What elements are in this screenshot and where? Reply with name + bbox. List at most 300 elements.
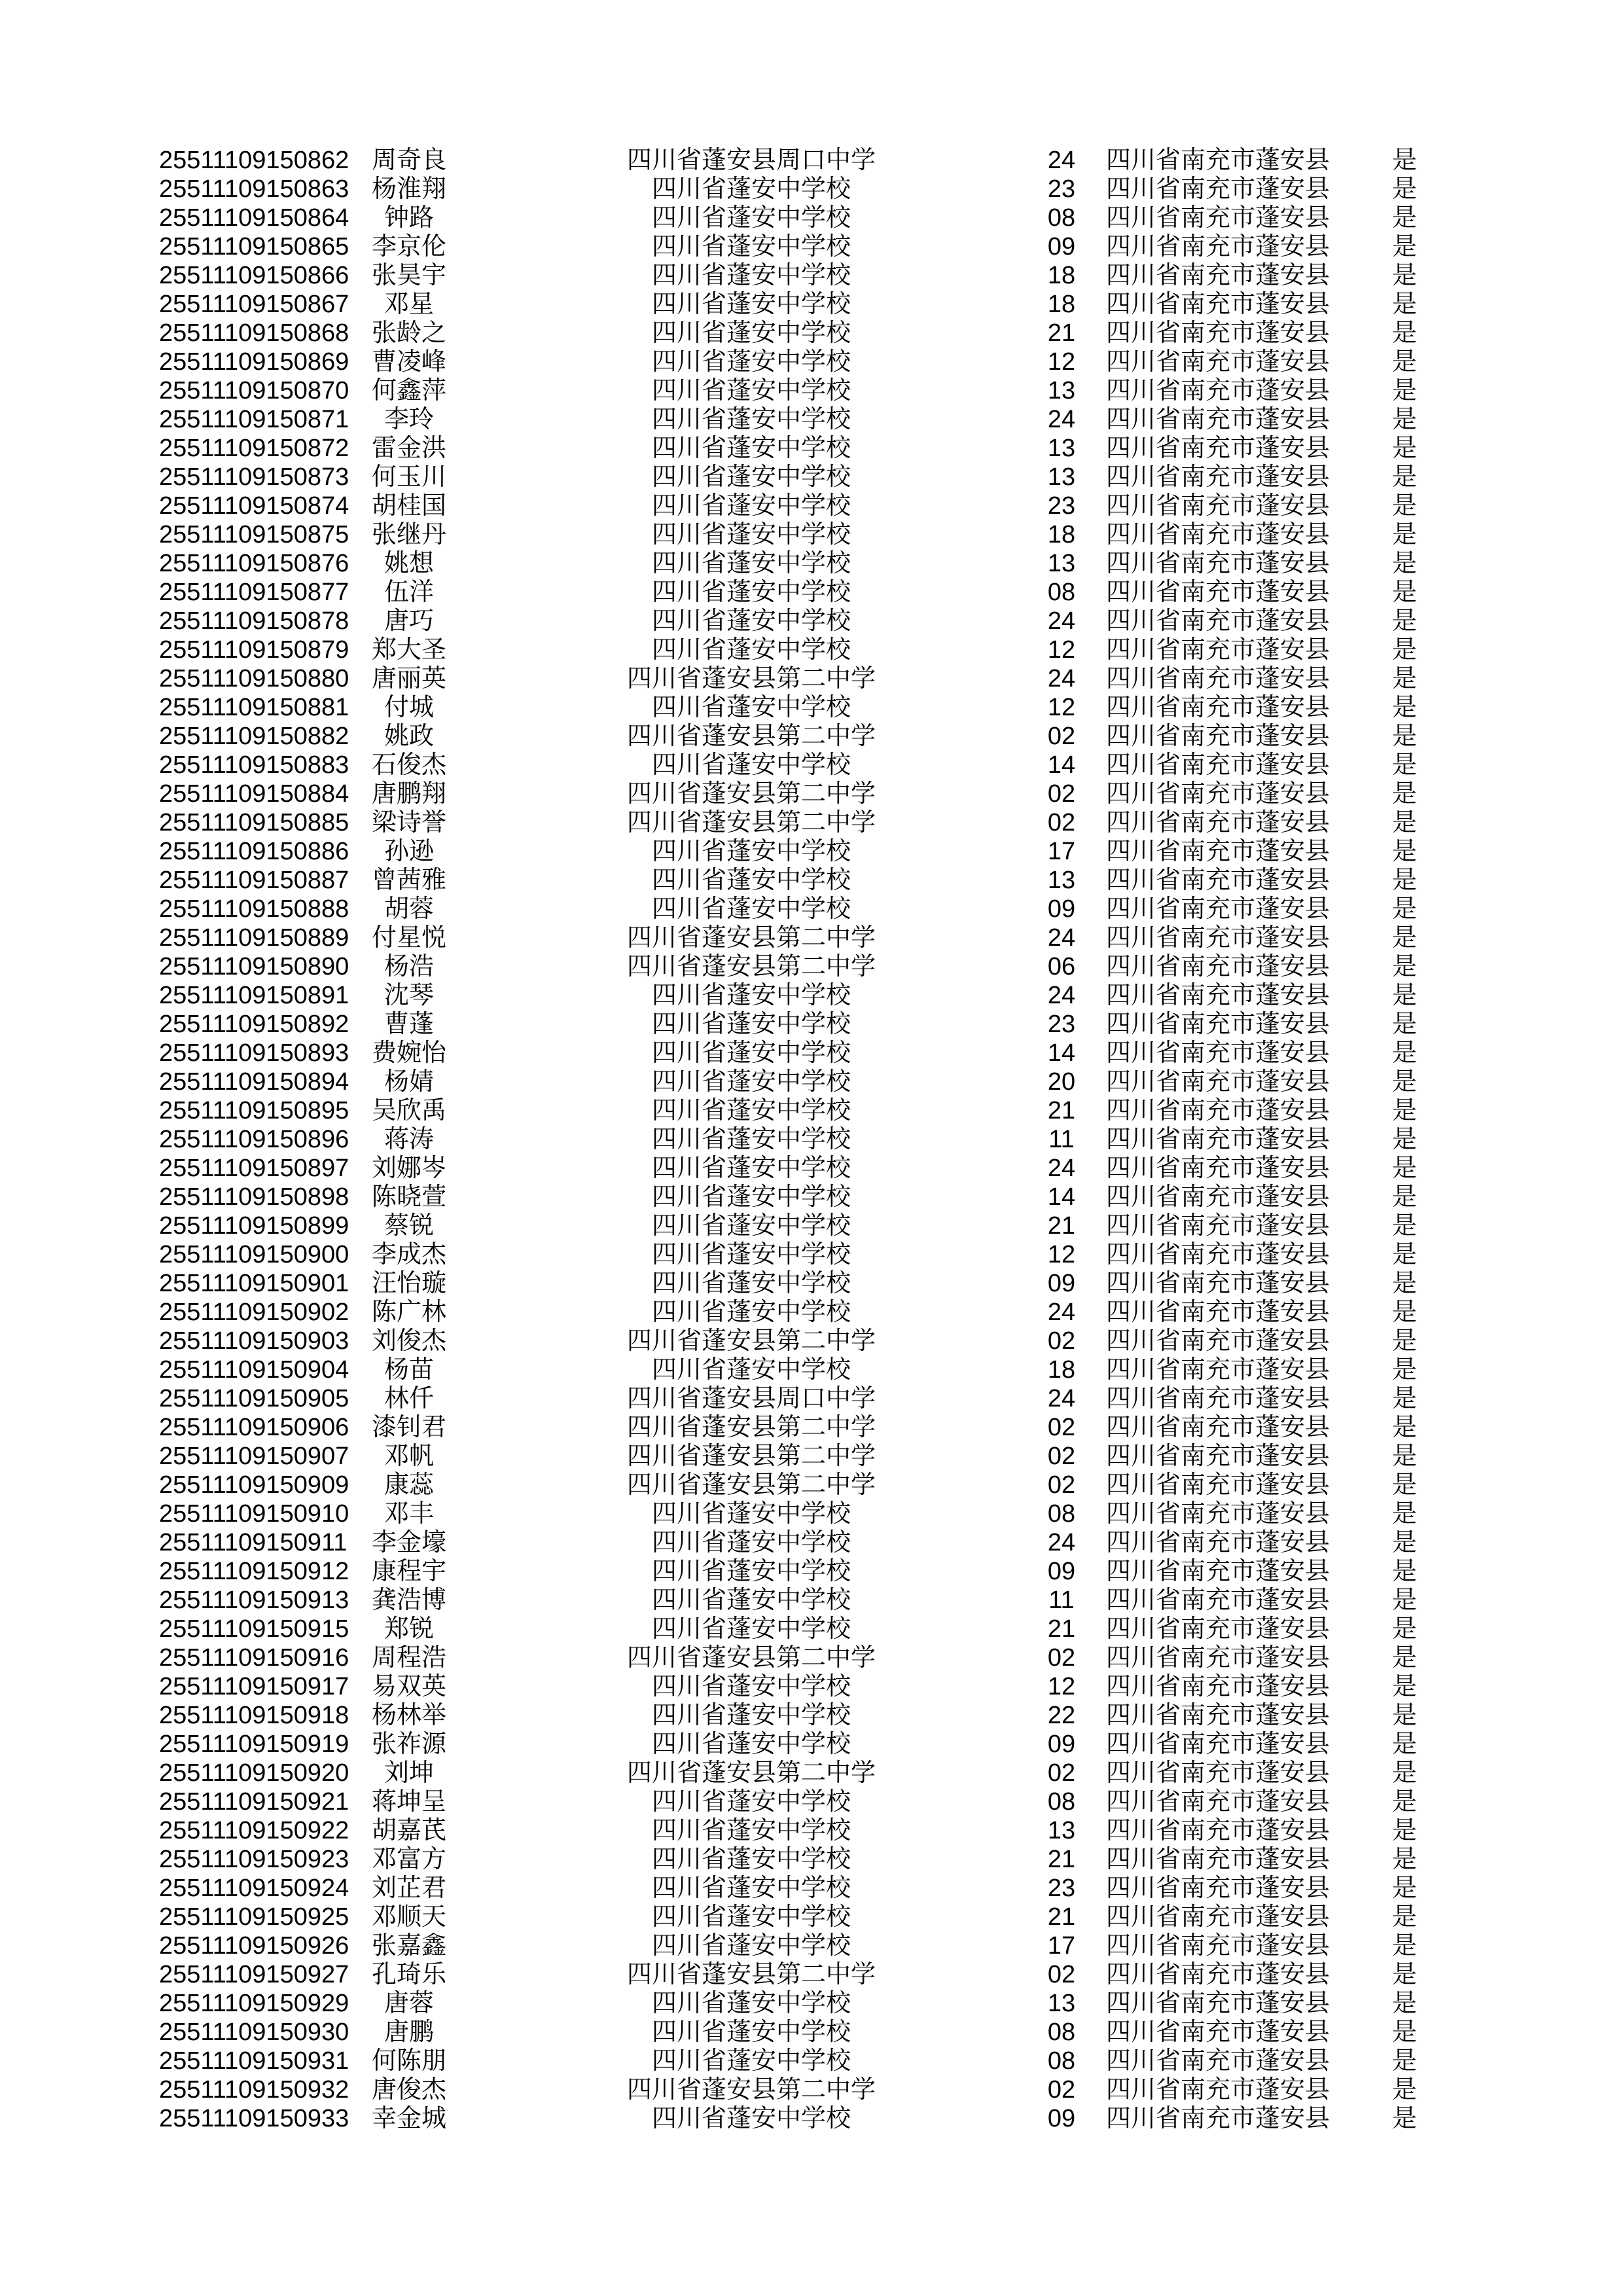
number-cell: 23 <box>1047 1011 1076 1038</box>
district-cell: 四川省南充市蓬安县 <box>1106 1443 1330 1470</box>
district-cell: 四川省南充市蓬安县 <box>1106 435 1330 462</box>
exam-id-cell: 25511109150862 <box>159 147 349 174</box>
confirm-cell: 是 <box>1391 1011 1417 1038</box>
table-row <box>0 2104 1623 2133</box>
school-cell: 四川省蓬安县第二中学 <box>626 924 876 952</box>
district-cell: 四川省南充市蓬安县 <box>1106 348 1330 376</box>
table-row <box>0 434 1623 463</box>
name-cell: 杨林举 <box>371 1702 446 1729</box>
confirm-cell: 是 <box>1391 262 1417 289</box>
district-cell: 四川省南充市蓬安县 <box>1106 636 1330 664</box>
confirm-cell: 是 <box>1391 521 1417 548</box>
school-cell: 四川省蓬安中学校 <box>651 521 851 548</box>
district-cell: 四川省南充市蓬安县 <box>1106 1327 1330 1355</box>
number-cell: 14 <box>1047 1039 1076 1067</box>
number-cell: 02 <box>1047 2076 1076 2104</box>
exam-id-cell: 25511109150923 <box>159 1846 349 1873</box>
number-cell: 09 <box>1047 1558 1076 1585</box>
table-row <box>0 1672 1623 1701</box>
name-cell: 郑锐 <box>383 1615 434 1643</box>
table-row <box>0 1903 1623 1931</box>
table-row <box>0 1442 1623 1471</box>
exam-id-cell: 25511109150872 <box>159 435 349 462</box>
district-cell: 四川省南充市蓬安县 <box>1106 1241 1330 1268</box>
confirm-cell: 是 <box>1391 2047 1417 2075</box>
district-cell: 四川省南充市蓬安县 <box>1106 492 1330 520</box>
confirm-cell: 是 <box>1391 607 1417 635</box>
exam-id-cell: 25511109150895 <box>159 1097 349 1124</box>
confirm-cell: 是 <box>1391 175 1417 203</box>
confirm-cell: 是 <box>1391 1874 1417 1902</box>
confirm-cell: 是 <box>1391 982 1417 1009</box>
name-cell: 曾茜雅 <box>371 867 446 894</box>
name-cell: 邓帆 <box>383 1443 434 1470</box>
number-cell: 08 <box>1047 579 1076 606</box>
exam-id-cell: 25511109150911 <box>159 1529 348 1556</box>
district-cell: 四川省南充市蓬安县 <box>1106 463 1330 491</box>
name-cell: 何鑫萍 <box>371 377 446 404</box>
table-row <box>0 376 1623 405</box>
confirm-cell: 是 <box>1391 579 1417 606</box>
confirm-cell: 是 <box>1391 492 1417 520</box>
number-cell: 02 <box>1047 1759 1076 1787</box>
number-cell: 24 <box>1047 982 1076 1009</box>
school-cell: 四川省蓬安中学校 <box>651 1126 851 1153</box>
confirm-cell: 是 <box>1391 1558 1417 1585</box>
name-cell: 吴欣禹 <box>371 1097 446 1124</box>
table-row <box>0 1730 1623 1759</box>
district-cell: 四川省南充市蓬安县 <box>1106 175 1330 203</box>
confirm-cell: 是 <box>1391 780 1417 808</box>
table-row <box>0 290 1623 319</box>
district-cell: 四川省南充市蓬安县 <box>1106 1155 1330 1182</box>
school-cell: 四川省蓬安中学校 <box>651 867 851 894</box>
number-cell: 21 <box>1047 1846 1076 1873</box>
name-cell: 陈广林 <box>371 1299 446 1326</box>
exam-id-cell: 25511109150880 <box>159 665 349 692</box>
confirm-cell: 是 <box>1391 1414 1417 1441</box>
school-cell: 四川省蓬安中学校 <box>651 1788 851 1816</box>
exam-id-cell: 25511109150890 <box>159 953 349 980</box>
exam-id-cell: 25511109150898 <box>159 1183 349 1211</box>
confirm-cell: 是 <box>1391 1702 1417 1729</box>
district-cell: 四川省南充市蓬安县 <box>1106 895 1330 923</box>
confirm-cell: 是 <box>1391 1644 1417 1672</box>
name-cell: 刘俊杰 <box>371 1327 446 1355</box>
table-row <box>0 895 1623 924</box>
district-cell: 四川省南充市蓬安县 <box>1106 1644 1330 1672</box>
district-cell: 四川省南充市蓬安县 <box>1106 233 1330 260</box>
exam-id-cell: 25511109150870 <box>159 377 349 404</box>
name-cell: 雷金洪 <box>371 435 446 462</box>
number-cell: 14 <box>1047 751 1076 779</box>
confirm-cell: 是 <box>1391 1846 1417 1873</box>
table-row <box>0 1471 1623 1499</box>
school-cell: 四川省蓬安中学校 <box>651 435 851 462</box>
name-cell: 康程宇 <box>371 1558 446 1585</box>
district-cell: 四川省南充市蓬安县 <box>1106 1529 1330 1556</box>
table-row <box>0 664 1623 693</box>
school-cell: 四川省蓬安中学校 <box>651 1615 851 1643</box>
name-cell: 唐巧 <box>383 607 434 635</box>
district-cell: 四川省南充市蓬安县 <box>1106 1414 1330 1441</box>
exam-id-cell: 25511109150925 <box>159 1903 349 1931</box>
name-cell: 刘娜岑 <box>371 1155 446 1182</box>
school-cell: 四川省蓬安中学校 <box>651 1068 851 1096</box>
district-cell: 四川省南充市蓬安县 <box>1106 1903 1330 1931</box>
district-cell: 四川省南充市蓬安县 <box>1106 751 1330 779</box>
name-cell: 李玲 <box>383 406 434 433</box>
school-cell: 四川省蓬安县第二中学 <box>626 1327 876 1355</box>
confirm-cell: 是 <box>1391 723 1417 750</box>
table-row <box>0 751 1623 780</box>
school-cell: 四川省蓬安县第二中学 <box>626 1414 876 1441</box>
exam-id-cell: 25511109150885 <box>159 809 349 836</box>
exam-id-cell: 25511109150915 <box>159 1615 349 1643</box>
exam-id-cell: 25511109150900 <box>159 1241 349 1268</box>
district-cell: 四川省南充市蓬安县 <box>1106 1788 1330 1816</box>
exam-id-cell: 25511109150916 <box>159 1644 349 1672</box>
district-cell: 四川省南充市蓬安县 <box>1106 1874 1330 1902</box>
school-cell: 四川省蓬安中学校 <box>651 1011 851 1038</box>
number-cell: 02 <box>1047 1471 1076 1499</box>
school-cell: 四川省蓬安中学校 <box>651 1903 851 1931</box>
district-cell: 四川省南充市蓬安县 <box>1106 1846 1330 1873</box>
name-cell: 李成杰 <box>371 1241 446 1268</box>
exam-id-cell: 25511109150866 <box>159 262 349 289</box>
table-row <box>0 319 1623 348</box>
exam-id-cell: 25511109150887 <box>159 867 349 894</box>
school-cell: 四川省蓬安中学校 <box>651 1529 851 1556</box>
school-cell: 四川省蓬安中学校 <box>651 406 851 433</box>
table-row <box>0 1816 1623 1845</box>
table-row <box>0 952 1623 981</box>
confirm-cell: 是 <box>1391 2018 1417 2046</box>
number-cell: 13 <box>1047 377 1076 404</box>
district-cell: 四川省南充市蓬安县 <box>1106 550 1330 577</box>
number-cell: 02 <box>1047 809 1076 836</box>
table-row <box>0 837 1623 866</box>
district-cell: 四川省南充市蓬安县 <box>1106 1270 1330 1297</box>
exam-id-cell: 25511109150921 <box>159 1788 349 1816</box>
number-cell: 08 <box>1047 204 1076 232</box>
school-cell: 四川省蓬安中学校 <box>651 1558 851 1585</box>
table-row <box>0 1154 1623 1183</box>
confirm-cell: 是 <box>1391 1817 1417 1844</box>
name-cell: 蒋涛 <box>383 1126 434 1153</box>
district-cell: 四川省南充市蓬安县 <box>1106 147 1330 174</box>
confirm-cell: 是 <box>1391 1039 1417 1067</box>
confirm-cell: 是 <box>1391 147 1417 174</box>
name-cell: 陈晓萱 <box>371 1183 446 1211</box>
confirm-cell: 是 <box>1391 1673 1417 1700</box>
district-cell: 四川省南充市蓬安县 <box>1106 1731 1330 1758</box>
exam-id-cell: 25511109150874 <box>159 492 349 520</box>
name-cell: 唐鹏翔 <box>371 780 446 808</box>
number-cell: 08 <box>1047 1500 1076 1528</box>
table-row <box>0 463 1623 492</box>
table-row <box>0 175 1623 204</box>
name-cell: 伍洋 <box>383 579 434 606</box>
district-cell: 四川省南充市蓬安县 <box>1106 1183 1330 1211</box>
exam-id-cell: 25511109150889 <box>159 924 349 952</box>
exam-id-cell: 25511109150931 <box>159 2047 349 2075</box>
name-cell: 石俊杰 <box>371 751 446 779</box>
table-row <box>0 1787 1623 1816</box>
table-row <box>0 204 1623 232</box>
table-row <box>0 261 1623 290</box>
school-cell: 四川省蓬安中学校 <box>651 1270 851 1297</box>
confirm-cell: 是 <box>1391 1241 1417 1268</box>
district-cell: 四川省南充市蓬安县 <box>1106 809 1330 836</box>
number-cell: 24 <box>1047 147 1076 174</box>
district-cell: 四川省南充市蓬安县 <box>1106 2047 1330 2075</box>
district-cell: 四川省南充市蓬安县 <box>1106 694 1330 721</box>
table-row <box>0 866 1623 895</box>
table-row <box>0 1355 1623 1384</box>
school-cell: 四川省蓬安中学校 <box>651 607 851 635</box>
name-cell: 曹凌峰 <box>371 348 446 376</box>
school-cell: 四川省蓬安中学校 <box>651 1500 851 1528</box>
number-cell: 24 <box>1047 1529 1076 1556</box>
school-cell: 四川省蓬安中学校 <box>651 751 851 779</box>
district-cell: 四川省南充市蓬安县 <box>1106 377 1330 404</box>
school-cell: 四川省蓬安中学校 <box>651 1990 851 2017</box>
confirm-cell: 是 <box>1391 1500 1417 1528</box>
confirm-cell: 是 <box>1391 665 1417 692</box>
school-cell: 四川省蓬安中学校 <box>651 348 851 376</box>
number-cell: 24 <box>1047 665 1076 692</box>
school-cell: 四川省蓬安中学校 <box>651 1299 851 1326</box>
number-cell: 23 <box>1047 175 1076 203</box>
school-cell: 四川省蓬安中学校 <box>651 1673 851 1700</box>
number-cell: 24 <box>1047 1385 1076 1412</box>
table-row <box>0 1931 1623 1960</box>
confirm-cell: 是 <box>1391 867 1417 894</box>
table-row <box>0 1010 1623 1039</box>
name-cell: 唐鹏 <box>383 2018 434 2046</box>
exam-id-cell: 25511109150903 <box>159 1327 349 1355</box>
school-cell: 四川省蓬安中学校 <box>651 838 851 865</box>
confirm-cell: 是 <box>1391 1068 1417 1096</box>
exam-id-cell: 25511109150863 <box>159 175 349 203</box>
table-row <box>0 636 1623 664</box>
exam-id-cell: 25511109150893 <box>159 1039 349 1067</box>
school-cell: 四川省蓬安中学校 <box>651 1817 851 1844</box>
table-row <box>0 1240 1623 1269</box>
exam-id-cell: 25511109150918 <box>159 1702 349 1729</box>
name-cell: 杨婧 <box>383 1068 434 1096</box>
exam-id-cell: 25511109150881 <box>159 694 349 721</box>
confirm-cell: 是 <box>1391 291 1417 318</box>
number-cell: 13 <box>1047 550 1076 577</box>
confirm-cell: 是 <box>1391 319 1417 347</box>
table-row <box>0 1557 1623 1586</box>
exam-id-cell: 25511109150888 <box>159 895 349 923</box>
confirm-cell: 是 <box>1391 1443 1417 1470</box>
exam-id-cell: 25511109150919 <box>159 1731 349 1758</box>
name-cell: 杨淮翔 <box>371 175 446 203</box>
confirm-cell: 是 <box>1391 463 1417 491</box>
number-cell: 13 <box>1047 463 1076 491</box>
name-cell: 李金壕 <box>371 1529 446 1556</box>
school-cell: 四川省蓬安中学校 <box>651 233 851 260</box>
confirm-cell: 是 <box>1391 2105 1417 2132</box>
district-cell: 四川省南充市蓬安县 <box>1106 723 1330 750</box>
district-cell: 四川省南充市蓬安县 <box>1106 780 1330 808</box>
school-cell: 四川省蓬安中学校 <box>651 1183 851 1211</box>
confirm-cell: 是 <box>1391 1097 1417 1124</box>
number-cell: 14 <box>1047 1183 1076 1211</box>
number-cell: 09 <box>1047 233 1076 260</box>
name-cell: 唐俊杰 <box>371 2076 446 2104</box>
exam-id-cell: 25511109150927 <box>159 1961 349 1988</box>
confirm-cell: 是 <box>1391 953 1417 980</box>
school-cell: 四川省蓬安中学校 <box>651 2047 851 2075</box>
name-cell: 张祚源 <box>371 1731 446 1758</box>
district-cell: 四川省南充市蓬安县 <box>1106 665 1330 692</box>
school-cell: 四川省蓬安中学校 <box>651 262 851 289</box>
district-cell: 四川省南充市蓬安县 <box>1106 1500 1330 1528</box>
district-cell: 四川省南充市蓬安县 <box>1106 953 1330 980</box>
table-row <box>0 520 1623 549</box>
number-cell: 21 <box>1047 319 1076 347</box>
district-cell: 四川省南充市蓬安县 <box>1106 838 1330 865</box>
name-cell: 曹蓬 <box>383 1011 434 1038</box>
district-cell: 四川省南充市蓬安县 <box>1106 2076 1330 2104</box>
exam-id-cell: 25511109150926 <box>159 1932 349 1960</box>
district-cell: 四川省南充市蓬安县 <box>1106 1759 1330 1787</box>
number-cell: 13 <box>1047 1990 1076 2017</box>
table-row <box>0 1643 1623 1672</box>
number-cell: 02 <box>1047 1644 1076 1672</box>
number-cell: 21 <box>1047 1097 1076 1124</box>
number-cell: 12 <box>1047 694 1076 721</box>
exam-id-cell: 25511109150883 <box>159 751 349 779</box>
table-row <box>0 924 1623 952</box>
number-cell: 18 <box>1047 262 1076 289</box>
school-cell: 四川省蓬安中学校 <box>651 2105 851 2132</box>
school-cell: 四川省蓬安中学校 <box>651 1241 851 1268</box>
confirm-cell: 是 <box>1391 204 1417 232</box>
district-cell: 四川省南充市蓬安县 <box>1106 1212 1330 1240</box>
district-cell: 四川省南充市蓬安县 <box>1106 1126 1330 1153</box>
confirm-cell: 是 <box>1391 2076 1417 2104</box>
district-cell: 四川省南充市蓬安县 <box>1106 521 1330 548</box>
table-row <box>0 1211 1623 1240</box>
name-cell: 钟路 <box>383 204 434 232</box>
name-cell: 姚政 <box>383 723 434 750</box>
school-cell: 四川省蓬安县第二中学 <box>626 809 876 836</box>
school-cell: 四川省蓬安中学校 <box>651 1702 851 1729</box>
school-cell: 四川省蓬安中学校 <box>651 1846 851 1873</box>
table-row <box>0 1269 1623 1298</box>
district-cell: 四川省南充市蓬安县 <box>1106 291 1330 318</box>
name-cell: 杨浩 <box>383 953 434 980</box>
number-cell: 21 <box>1047 1903 1076 1931</box>
table-row <box>0 1298 1623 1327</box>
exam-id-cell: 25511109150875 <box>159 521 349 548</box>
district-cell: 四川省南充市蓬安县 <box>1106 1961 1330 1988</box>
school-cell: 四川省蓬安中学校 <box>651 2018 851 2046</box>
school-cell: 四川省蓬安县第二中学 <box>626 1471 876 1499</box>
table-row <box>0 1039 1623 1067</box>
name-cell: 张昊宇 <box>371 262 446 289</box>
number-cell: 06 <box>1047 953 1076 980</box>
district-cell: 四川省南充市蓬安县 <box>1106 1011 1330 1038</box>
number-cell: 12 <box>1047 1673 1076 1700</box>
table-row <box>0 1759 1623 1787</box>
exam-id-cell: 25511109150929 <box>159 1990 349 2017</box>
name-cell: 郑大圣 <box>371 636 446 664</box>
exam-id-cell: 25511109150891 <box>159 982 349 1009</box>
number-cell: 02 <box>1047 1327 1076 1355</box>
confirm-cell: 是 <box>1391 1183 1417 1211</box>
number-cell: 02 <box>1047 780 1076 808</box>
district-cell: 四川省南充市蓬安县 <box>1106 1673 1330 1700</box>
district-cell: 四川省南充市蓬安县 <box>1106 262 1330 289</box>
confirm-cell: 是 <box>1391 1270 1417 1297</box>
exam-id-cell: 25511109150904 <box>159 1356 349 1384</box>
school-cell: 四川省蓬安县第二中学 <box>626 665 876 692</box>
school-cell: 四川省蓬安中学校 <box>651 377 851 404</box>
confirm-cell: 是 <box>1391 1529 1417 1556</box>
table-row <box>0 146 1623 175</box>
exam-id-cell: 25511109150917 <box>159 1673 349 1700</box>
name-cell: 蒋坤呈 <box>371 1788 446 1816</box>
exam-id-cell: 25511109150907 <box>159 1443 349 1470</box>
name-cell: 姚想 <box>383 550 434 577</box>
name-cell: 康蕊 <box>383 1471 434 1499</box>
number-cell: 18 <box>1047 1356 1076 1384</box>
table-row <box>0 549 1623 578</box>
table-row <box>0 1183 1623 1211</box>
exam-id-cell: 25511109150909 <box>159 1471 349 1499</box>
exam-id-cell: 25511109150905 <box>159 1385 349 1412</box>
exam-id-cell: 25511109150902 <box>159 1299 349 1326</box>
school-cell: 四川省蓬安县第二中学 <box>626 723 876 750</box>
district-cell: 四川省南充市蓬安县 <box>1106 1356 1330 1384</box>
number-cell: 11 <box>1048 1587 1075 1614</box>
confirm-cell: 是 <box>1391 435 1417 462</box>
number-cell: 02 <box>1047 1443 1076 1470</box>
confirm-cell: 是 <box>1391 1759 1417 1787</box>
name-cell: 何陈朋 <box>371 2047 446 2075</box>
exam-id-cell: 25511109150867 <box>159 291 349 318</box>
confirm-cell: 是 <box>1391 233 1417 260</box>
exam-id-cell: 25511109150894 <box>159 1068 349 1096</box>
exam-id-cell: 25511109150897 <box>159 1155 349 1182</box>
number-cell: 24 <box>1047 1155 1076 1182</box>
number-cell: 13 <box>1047 867 1076 894</box>
confirm-cell: 是 <box>1391 1356 1417 1384</box>
name-cell: 蔡锐 <box>383 1212 434 1240</box>
confirm-cell: 是 <box>1391 751 1417 779</box>
school-cell: 四川省蓬安县第二中学 <box>626 780 876 808</box>
exam-id-cell: 25511109150877 <box>159 579 349 606</box>
number-cell: 09 <box>1047 2105 1076 2132</box>
exam-id-cell: 25511109150913 <box>159 1587 349 1614</box>
name-cell: 汪怡璇 <box>371 1270 446 1297</box>
confirm-cell: 是 <box>1391 809 1417 836</box>
table-row <box>0 1845 1623 1874</box>
confirm-cell: 是 <box>1391 550 1417 577</box>
name-cell: 刘坤 <box>383 1759 434 1787</box>
number-cell: 21 <box>1047 1212 1076 1240</box>
number-cell: 13 <box>1047 1817 1076 1844</box>
district-cell: 四川省南充市蓬安县 <box>1106 982 1330 1009</box>
exam-id-cell: 25511109150933 <box>159 2105 349 2132</box>
